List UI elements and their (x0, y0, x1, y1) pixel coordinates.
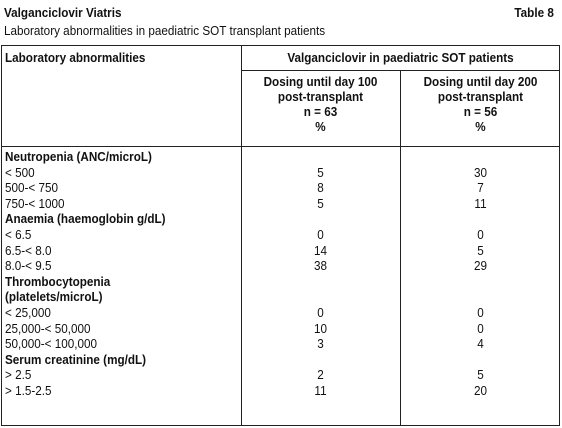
header-day100 (249, 74, 392, 134)
section-title: Thrombocytopenia (5, 273, 111, 289)
lab-abnormalities-table (1, 45, 560, 426)
row-label: < 6.5 (5, 227, 32, 242)
row-label: > 2.5 (5, 367, 32, 383)
cell-day100: 5 (317, 164, 324, 180)
cell-day100: 14 (313, 242, 328, 258)
header-group-valganciclovir: Valganciclovir in paediatric SOT patients (287, 50, 514, 65)
cell-day100: 3 (317, 336, 324, 352)
column-divider-2 (400, 71, 401, 425)
row-label: 50,000-< 100,000 (5, 336, 98, 352)
header-day100-line1: Dosing until day 100 (263, 74, 378, 89)
cell-day200: 0 (477, 305, 484, 320)
section-title: Serum creatinine (mg/dL) (5, 351, 147, 367)
row-label: < 500 (5, 164, 35, 180)
cell-day200: 0 (477, 227, 484, 242)
cell-day100: 11 (314, 383, 327, 398)
cell-day200: 11 (474, 195, 487, 211)
cell-day200: 29 (473, 258, 488, 274)
column-divider-1 (241, 46, 242, 425)
header-day200-line2: post-transplant (437, 89, 524, 104)
section-title: (platelets/microL) (5, 289, 103, 305)
cell-day200: 5 (477, 242, 484, 258)
cell-day200: 4 (477, 336, 484, 352)
table-number: Table 8 (514, 5, 554, 20)
group-header-rule (241, 70, 559, 71)
row-label: 500-< 750 (5, 180, 59, 196)
cell-day200: 30 (473, 164, 488, 180)
header-laboratory-abnormalities: Laboratory abnormalities (5, 50, 146, 65)
header-day100-n: n = 63 (303, 104, 338, 119)
document-title: Valganciclovir Viatris (4, 5, 122, 20)
cell-day200: 5 (477, 367, 484, 383)
header-day200-line1: Dosing until day 200 (423, 74, 538, 89)
cell-day200: 0 (477, 320, 484, 336)
cell-day100: 8 (317, 180, 324, 196)
row-label: < 25,000 (5, 305, 51, 320)
cell-day100: 2 (317, 367, 324, 383)
row-label: > 1.5-2.5 (5, 383, 52, 398)
section-title: Neutropenia (ANC/microL) (5, 149, 152, 164)
cell-day100: 0 (317, 227, 324, 242)
cell-day100: 0 (317, 305, 324, 320)
header-bottom-rule (2, 146, 559, 147)
cell-day100: 10 (313, 320, 328, 336)
table-caption: Laboratory abnormalities in paediatric SOT transplant patients (4, 23, 326, 38)
header-day200 (409, 74, 552, 134)
cell-day200: 7 (477, 180, 484, 196)
header-day200-unit: % (475, 119, 486, 134)
cell-day200: 20 (473, 383, 488, 398)
row-label: 750-< 1000 (5, 195, 65, 211)
header-day200-n: n = 56 (463, 104, 498, 119)
cell-day100: 38 (313, 258, 328, 274)
cell-day100: 5 (317, 195, 324, 211)
section-title: Anaemia (haemoglobin g/dL) (5, 211, 166, 227)
row-label: 25,000-< 50,000 (5, 320, 91, 336)
row-label: 8.0-< 9.5 (5, 258, 52, 274)
header-day100-line2: post-transplant (277, 89, 364, 104)
row-label: 6.5-< 8.0 (5, 242, 52, 258)
header-day100-unit: % (315, 119, 326, 134)
